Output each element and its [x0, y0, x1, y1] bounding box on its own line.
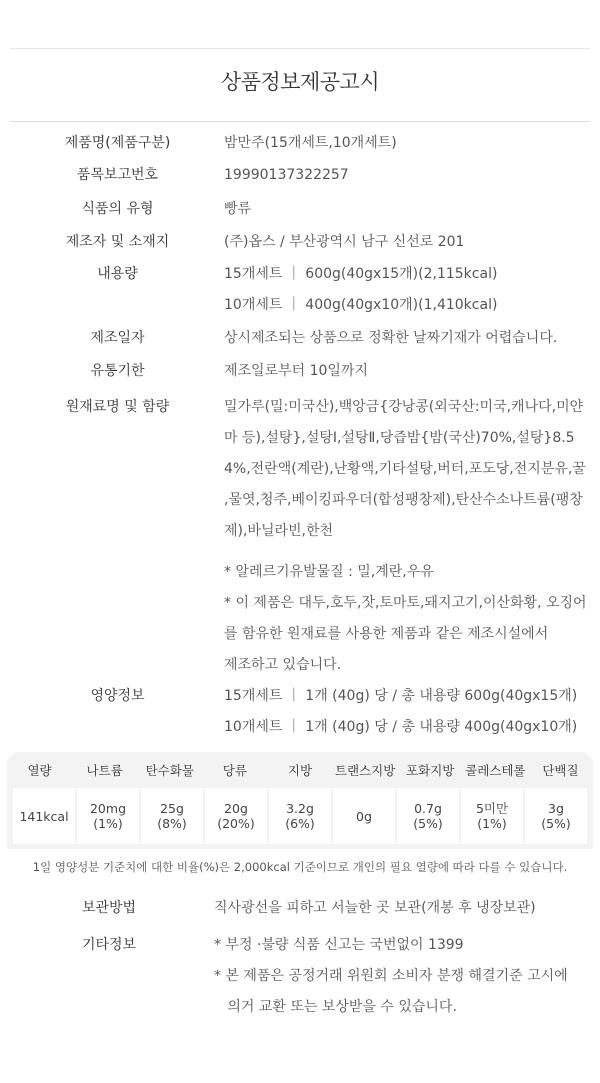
etc-line: * 부정 ·불량 식품 신고는 국번없이 1399 — [214, 937, 464, 953]
nutrition-header-cell: 포화지방 — [406, 763, 455, 778]
nutrition-header-cell: 단백질 — [542, 763, 579, 778]
allergy-line: * 알레르기유발물질 : 밀,계란,우유 — [224, 564, 434, 580]
nutrition-info-line: 10개세트 ｜ 1개 (40g) 당 / 총 내용량 400g(40gx10개) — [224, 719, 578, 735]
nutrition-value-cell: 3g (5%) — [525, 788, 587, 844]
value-volume — [224, 259, 586, 321]
value-ingredients — [224, 392, 586, 681]
value-mfg-date: 상시제조되는 상품으로 정확한 날짜기재가 어렵습니다. — [224, 330, 558, 346]
label-nutrition-info: 영양정보 — [90, 688, 145, 704]
nutrition-value-cell: 20g (20%) — [205, 788, 267, 844]
nutrition-header-cell: 콜레스테롤 — [465, 763, 526, 778]
value-storage: 직사광선을 피하고 서늘한 곳 보관(개봉 후 냉장보관) — [214, 900, 536, 916]
nutrition-table — [7, 752, 593, 849]
title-divider — [10, 121, 590, 122]
label-storage: 보관방법 — [81, 900, 137, 916]
nutrition-value-cell: 20mg (1%) — [77, 788, 139, 844]
notice-line: 를 함유한 원재료를 사용한 제품과 같은 제조시설에서 — [224, 626, 549, 642]
nutrition-header-cell: 트랜스지방 — [334, 763, 396, 778]
label-mfg-date: 제조일자 — [90, 330, 145, 346]
page-title: 상품정보제공고시 — [220, 70, 380, 94]
notice-line: * 이 제품은 대두,호두,잣,토마토,돼지고기,이산화황, 오징어 — [224, 595, 587, 611]
nutrition-value-cell: 3.2g (6%) — [269, 788, 331, 844]
value-expiry: 제조일로부터 10일까지 — [224, 363, 368, 379]
ingredient-line: ,물엿,청주,베이킹파우더(합성팽창제),탄산수소나트륨(팽창 — [224, 492, 583, 508]
value-report-no: 19990137322257 — [224, 167, 349, 183]
daily-value-note: 1일 영양성분 기준치에 대한 비율(%)은 2,000kcal 기준이므로 개인의 필요 열량에 따라 다를 수 있습니다. — [32, 860, 568, 874]
nutrition-value-cell: 0.7g (5%) — [397, 788, 459, 844]
label-maker: 제조자 및 소재지 — [65, 234, 170, 250]
nutrition-header-cell: 당류 — [222, 763, 247, 778]
ingredient-line: 마 등),설탕},설탕Ⅰ,설탕Ⅱ,당즙밤{밤(국산)70%,설탕}8.5 — [224, 430, 575, 446]
label-product-name: 제품명(제품구분) — [64, 135, 171, 151]
nutrition-value-cell: 141kcal — [13, 788, 75, 844]
label-expiry: 유통기한 — [90, 363, 145, 379]
nutrition-header-cell: 지방 — [287, 763, 313, 778]
value-nutrition-info — [224, 681, 586, 743]
nutrition-header-cell: 탄수화물 — [145, 763, 194, 778]
etc-line: * 본 제품은 공정거래 위원회 소비자 분쟁 해결기준 고시에 — [214, 968, 568, 984]
label-volume: 내용량 — [97, 266, 138, 282]
volume-line: 15개세트 ｜ 600g(40gx15개)(2,115kcal) — [224, 266, 498, 282]
nutrition-info-line: 15개세트 ｜ 1개 (40g) 당 / 총 내용량 600g(40gx15개) — [224, 688, 578, 704]
nutrition-header-cell: 열량 — [27, 763, 52, 778]
nutrition-table-header — [7, 752, 593, 788]
ingredient-line: 4%,전란액(계란),난황액,기타설탕,버터,포도당,전지분유,꿀 — [224, 461, 586, 477]
label-report-no: 품목보고번호 — [76, 167, 159, 183]
value-etc — [214, 930, 594, 1023]
value-product-name: 밤만주(15개세트,10개세트) — [224, 135, 397, 151]
nutrition-value-cell: 0g — [333, 788, 395, 844]
nutrition-header-cell: 나트륨 — [86, 763, 123, 778]
value-maker: (주)옵스 / 부산광역시 남구 신선로 201 — [224, 234, 465, 250]
label-etc: 기타정보 — [81, 937, 137, 953]
nutrition-value-cell: 25g (8%) — [141, 788, 203, 844]
volume-line: 10개세트 ｜ 400g(40gx10개)(1,410kcal) — [224, 297, 498, 313]
ingredient-line: 제),바닐라빈,한천 — [224, 523, 334, 539]
nutrition-table-values — [12, 788, 588, 844]
value-food-type: 빵류 — [224, 201, 252, 217]
label-food-type: 식품의 유형 — [81, 201, 154, 217]
notice-line: 제조하고 있습니다. — [224, 657, 342, 673]
ingredient-line: 밀가루(밀:미국산),백앙금{강낭콩(외국산:미국,캐나다,미얀 — [224, 399, 584, 415]
etc-line: 의거 교환 또는 보상받을 수 있습니다. — [214, 999, 457, 1015]
top-divider — [10, 48, 590, 49]
label-ingredients: 원재료명 및 함량 — [65, 399, 170, 415]
nutrition-value-cell: 5미만 (1%) — [461, 788, 523, 844]
